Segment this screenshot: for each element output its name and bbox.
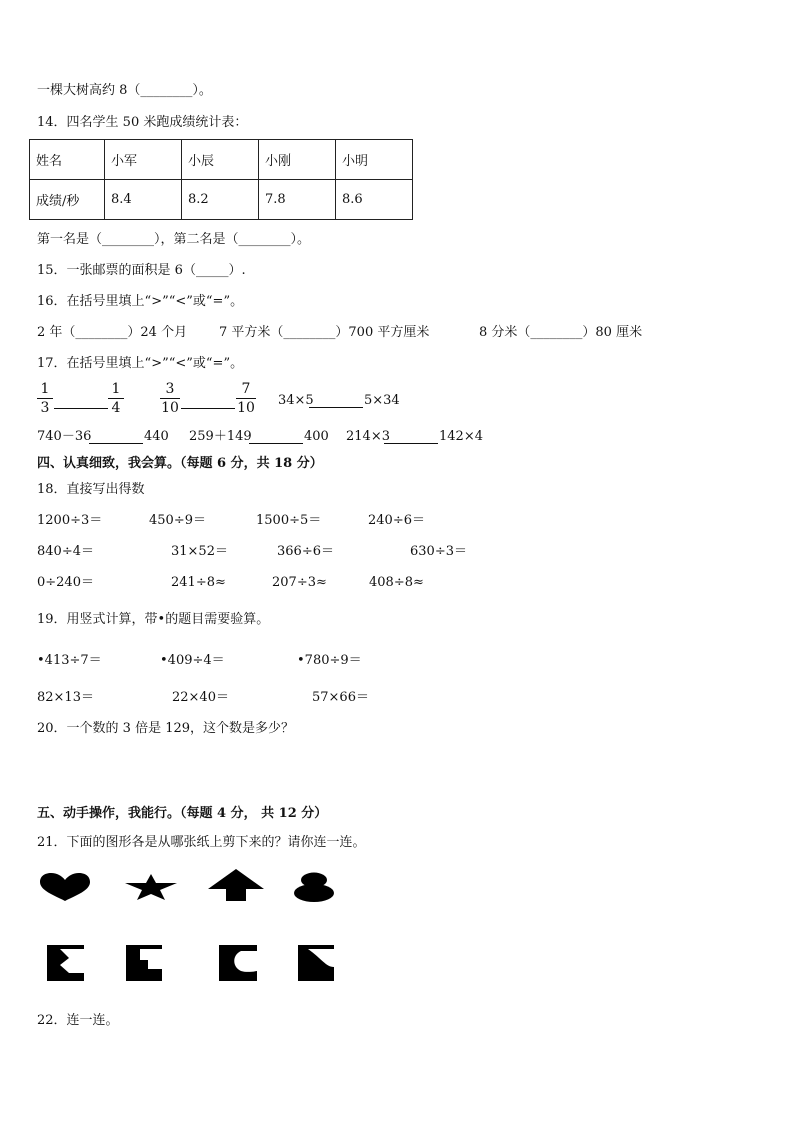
table-cell: 8.6 (336, 180, 413, 220)
q18-item: 450÷9＝ (149, 513, 206, 528)
q18-item: 408÷8≈ (369, 575, 424, 590)
table-cell: 小明 (336, 140, 413, 180)
fraction-bar (108, 398, 124, 399)
answer-blank[interactable] (181, 407, 235, 409)
fraction-1-4 (108, 381, 124, 416)
q16-item-2: 7 平方米（________）700 平方厘米 (219, 325, 430, 340)
q18-item: 31×52＝ (171, 544, 228, 559)
table-cell: 成绩/秒 (30, 180, 105, 220)
q22: 22．连一连。 (37, 1013, 119, 1028)
paper-cut-1-icon[interactable] (47, 945, 85, 981)
q18-item: 630÷3＝ (410, 544, 467, 559)
fraction-denominator: 4 (111, 400, 121, 416)
q13-tail: 一棵大树高约 8（________）。 (37, 83, 212, 98)
q18-item: 840÷4＝ (37, 544, 94, 559)
q15: 15．一张邮票的面积是 6（_____）. (37, 263, 246, 278)
answer-blank[interactable] (309, 406, 363, 408)
q19-item: •409÷4＝ (160, 653, 225, 668)
q17-title: 17．在括号里填上“>”“<”或“=”。 (37, 356, 244, 371)
fraction-bar (37, 398, 53, 399)
paper-cut-2-icon[interactable] (126, 945, 162, 981)
q20: 20．一个数的 3 倍是 129，这个数是多少？ (37, 721, 295, 736)
q19-item: 82×13＝ (37, 690, 94, 705)
q17-item3-right: 5×34 (364, 393, 400, 408)
table-cell: 小辰 (182, 140, 259, 180)
fraction-denominator: 3 (40, 400, 50, 416)
q17-row2-item3-left: 214×3 (346, 429, 390, 444)
heart-shape-icon[interactable] (38, 872, 92, 902)
q17-row2-item2-right: 400 (304, 429, 329, 444)
fraction-bar (236, 398, 256, 399)
answer-blank[interactable] (384, 442, 438, 444)
q19-item: 22×40＝ (172, 690, 229, 705)
q16-title: 16．在括号里填上“>”“<”或“=”。 (37, 294, 244, 309)
table-row (30, 140, 413, 180)
fraction-1-3 (37, 381, 53, 416)
q19-title: 19．用竖式计算，带•的题目需要验算。 (37, 612, 270, 627)
q18-item: 366÷6＝ (277, 544, 334, 559)
fraction-numerator: 3 (165, 381, 175, 397)
arrow-tree-shape-icon[interactable] (208, 869, 264, 901)
q21: 21．下面的图形各是从哪张纸上剪下来的？请你连一连。 (37, 835, 366, 850)
table-cell: 小军 (105, 140, 182, 180)
star-shape-icon[interactable] (125, 874, 177, 900)
q18-title: 18．直接写出得数 (37, 482, 145, 497)
q17-row2-item2-left: 259＋149 (189, 429, 252, 444)
answer-blank[interactable] (54, 407, 108, 409)
fraction-denominator: 10 (161, 400, 179, 416)
table-cell: 7.8 (259, 180, 336, 220)
q14-question: 第一名是（________），第二名是（________）。 (37, 232, 311, 247)
q16-item-3: 8 分米（________）80 厘米 (479, 325, 643, 340)
fraction-denominator: 10 (237, 400, 255, 416)
fraction-numerator: 7 (241, 381, 251, 397)
fraction-numerator: 1 (40, 381, 50, 397)
table-cell: 8.4 (105, 180, 182, 220)
q18-item: 240÷6＝ (368, 513, 425, 528)
q18-item: 241÷8≈ (171, 575, 226, 590)
score-table (29, 139, 413, 220)
q16-item-1: 2 年（________）24 个月 (37, 325, 188, 340)
q19-item: •780÷9＝ (297, 653, 362, 668)
q17-row2-item3-right: 142×4 (439, 429, 483, 444)
q19-item: 57×66＝ (312, 690, 369, 705)
table-cell: 8.2 (182, 180, 259, 220)
table-cell: 姓名 (30, 140, 105, 180)
q18-item: 1200÷3＝ (37, 513, 103, 528)
q18-item: 207÷3≈ (272, 575, 327, 590)
paper-cut-4-icon[interactable] (298, 945, 334, 981)
q14-title: 14．四名学生 50 米跑成绩统计表： (37, 115, 248, 130)
section-4-heading: 四、认真细致，我会算。（每题 6 分，共 18 分） (37, 456, 323, 471)
q17-row2-item1-right: 440 (144, 429, 169, 444)
q18-item: 1500÷5＝ (256, 513, 322, 528)
table-row (30, 180, 413, 220)
section-5-heading: 五、动手操作，我能行。（每题 4 分， 共 12 分） (37, 806, 328, 821)
answer-blank[interactable] (249, 442, 303, 444)
fraction-7-10 (236, 381, 256, 416)
q17-row2-item1-left: 740－36 (37, 429, 92, 444)
fraction-numerator: 1 (111, 381, 121, 397)
fraction-3-10 (160, 381, 180, 416)
answer-blank[interactable] (89, 442, 143, 444)
q17-item3-left: 34×5 (278, 393, 314, 408)
table-cell: 小刚 (259, 140, 336, 180)
fraction-bar (160, 398, 180, 399)
q18-item: 0÷240＝ (37, 575, 94, 590)
paper-cut-3-icon[interactable] (219, 945, 257, 981)
figure-eight-shape-icon[interactable] (293, 872, 335, 902)
q19-item: •413÷7＝ (37, 653, 102, 668)
